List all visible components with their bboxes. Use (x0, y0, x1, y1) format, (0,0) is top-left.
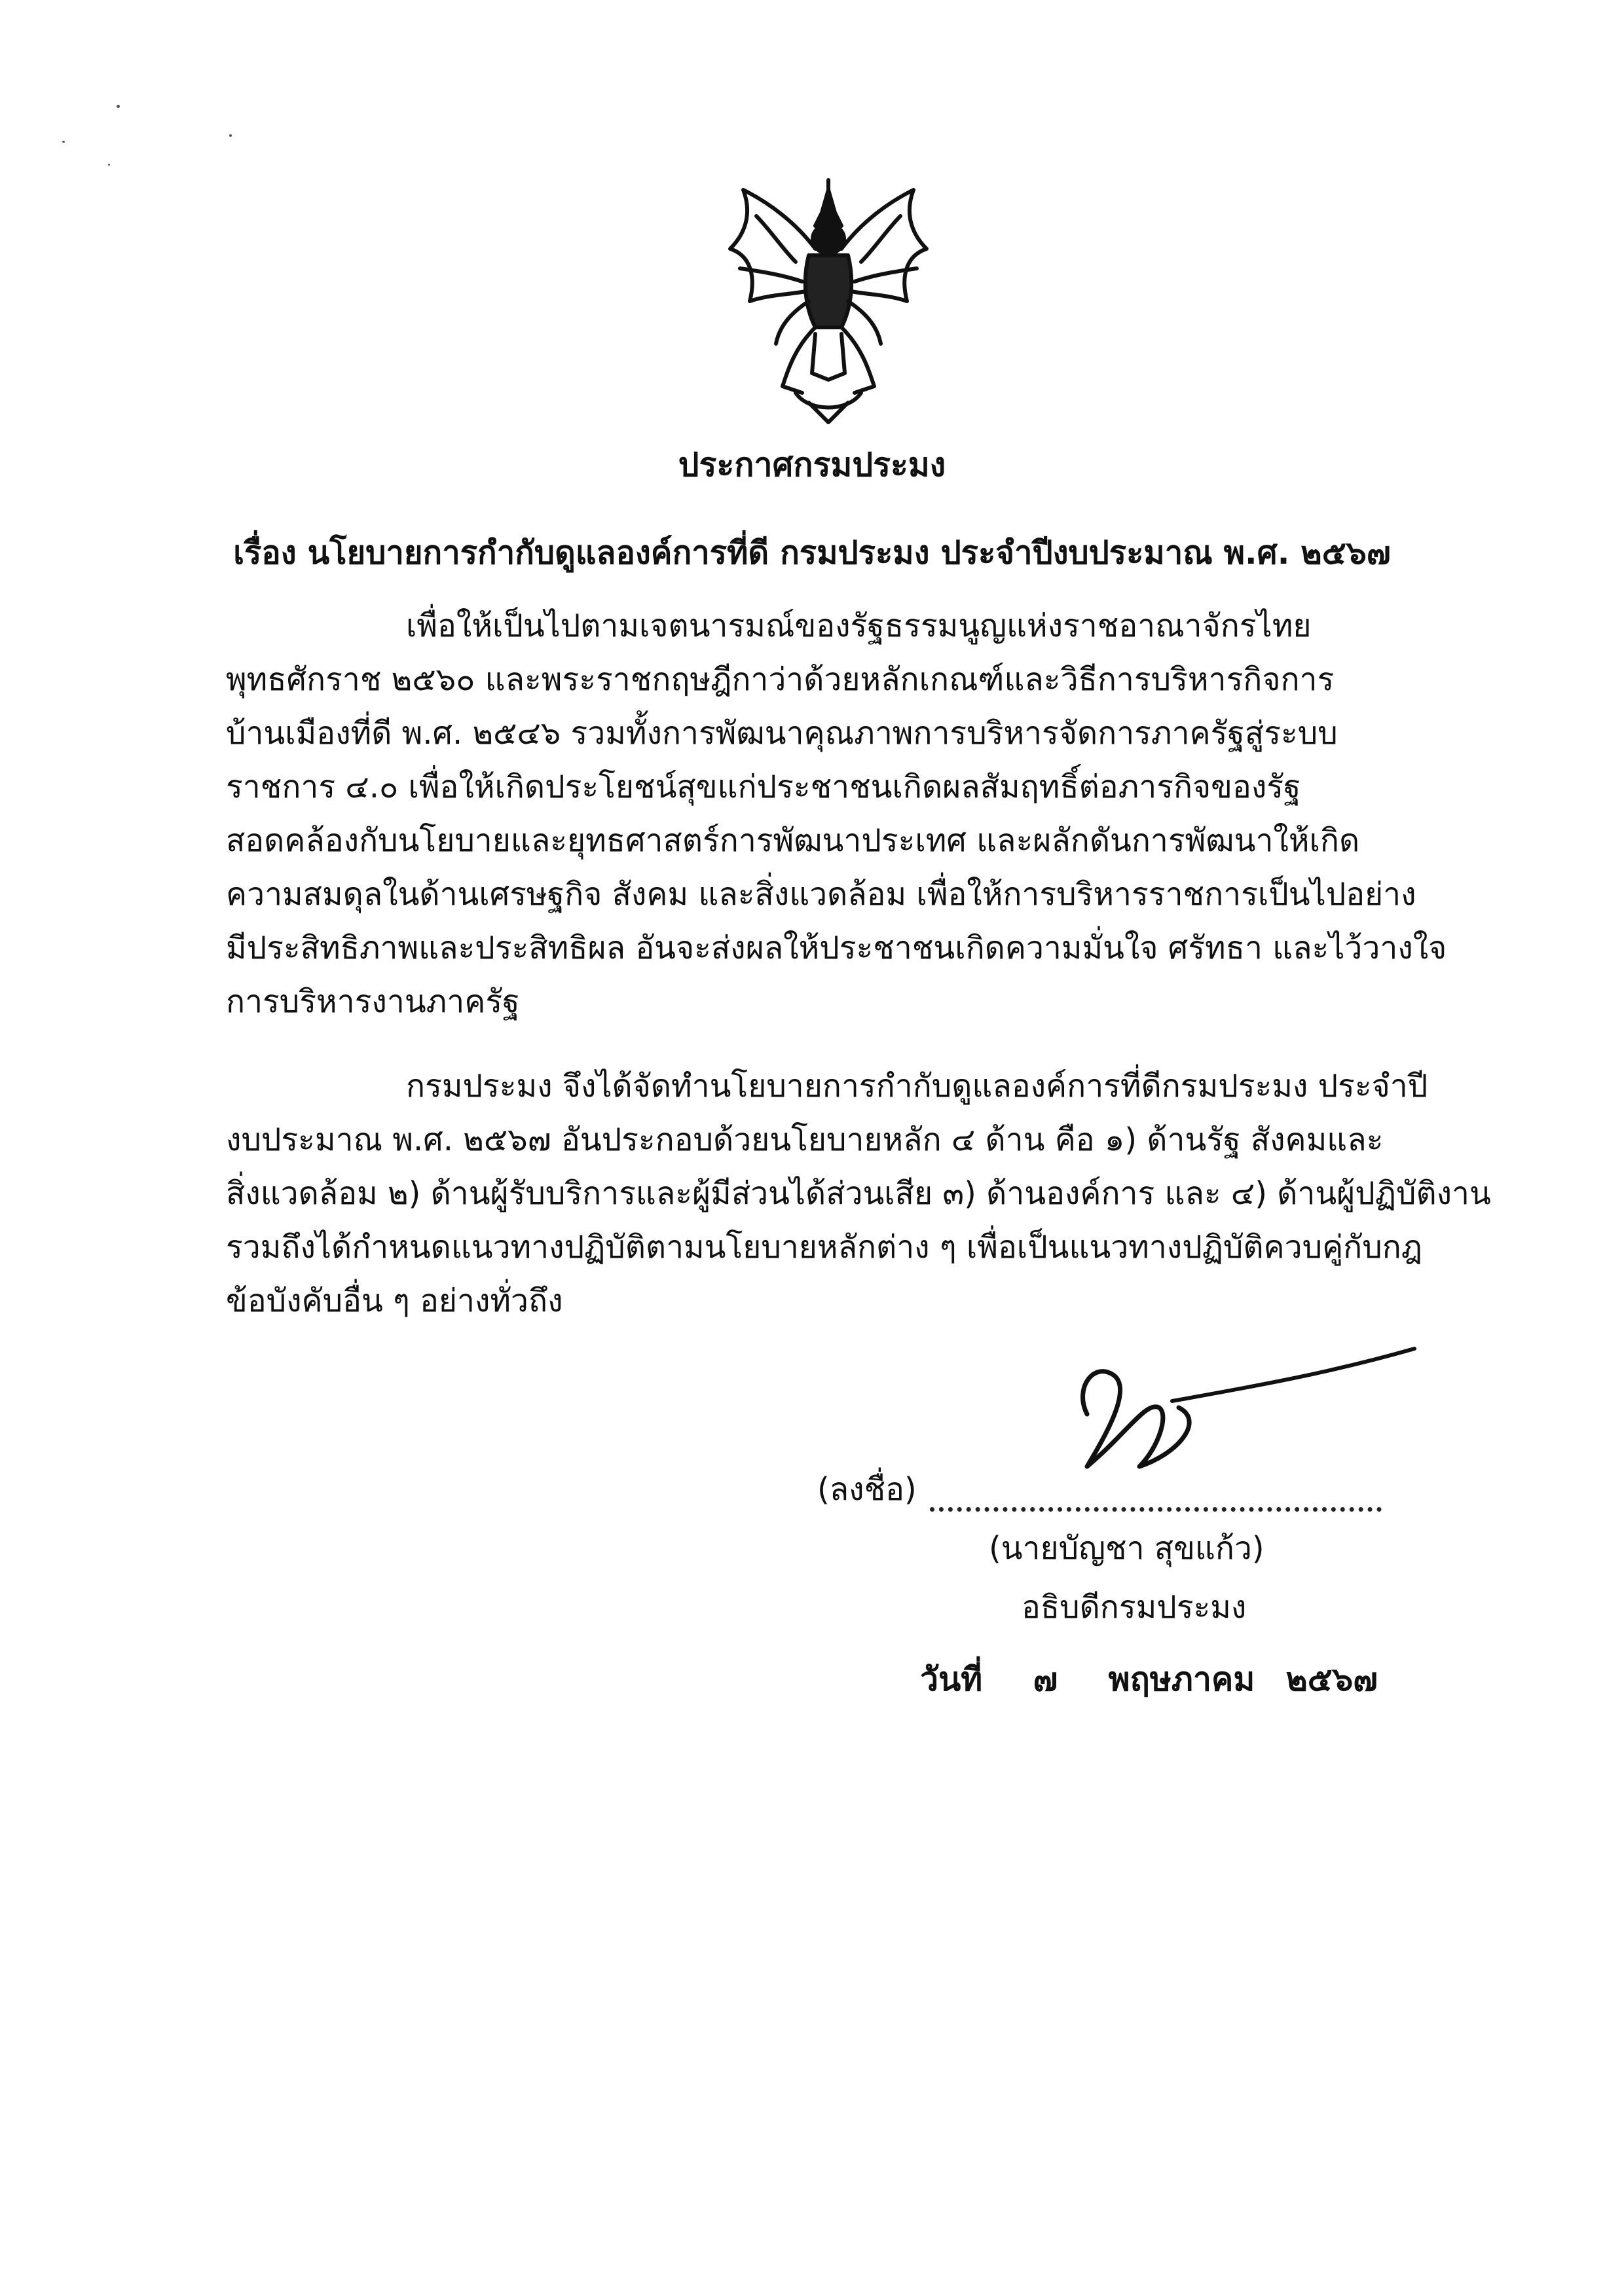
paragraph-line: สอดคล้องกับนโยบายและยุทธศาสตร์การพัฒนาประเทศ และผลักดันการพัฒนาให้เกิด (226, 822, 1360, 859)
body-paragraph-1 (226, 599, 1447, 1029)
paragraph-line: งบประมาณ พ.ศ. ๒๕๖๗ อันประกอบด้วยนโยบายหลัก ๔ ด้าน คือ ๑) ด้านรัฐ สังคมและ (226, 1121, 1384, 1158)
paragraph-line: รวมถึงได้กำหนดแนวทางปฏิบัติตามนโยบายหลักต่าง ๆ เพื่อเป็นแนวทางปฏิบัติควบคู่กับกฎ (226, 1229, 1422, 1266)
paragraph-line: มีประสิทธิภาพและประสิทธิผล อันจะส่งผลให้ประชาชนเกิดความมั่นใจ ศรัทธา และไว้วางใจ (226, 930, 1447, 966)
paragraph-line: สิ่งแวดล้อม ๒) ด้านผู้รับบริการและผู้มีส่วนได้ส่วนเสีย ๓) ด้านองค์การ และ ๔) ด้านผู้ปฏิบัติงาน (226, 1175, 1491, 1212)
paragraph-line: ข้อบังคับอื่น ๆ อย่างทั่วถึง (226, 1283, 563, 1319)
garuda-emblem-icon (717, 177, 940, 426)
date-day: ๗ (1033, 1660, 1058, 1698)
scan-speck (108, 164, 110, 166)
scan-speck (62, 141, 65, 143)
date-year: ๒๕๖๗ (1285, 1660, 1378, 1698)
handwritten-signature-icon (1048, 1336, 1441, 1506)
signer-name: (นายบัญชา สุขแก้ว) (989, 1530, 1264, 1567)
paragraph-line: ความสมดุลในด้านเศรษฐกิจ สังคม และสิ่งแวดล้อม เพื่อให้การบริหารราชการเป็นไปอย่าง (226, 876, 1416, 913)
paragraph-line: พุทธศักราช ๒๕๖๐ และพระราชกฤษฎีกาว่าด้วยหลักเกณฑ์และวิธีการบริหารกิจการ (226, 661, 1335, 698)
document-date (920, 1656, 1378, 1702)
paragraph-line: บ้านเมืองที่ดี พ.ศ. ๒๕๔๖ รวมทั้งการพัฒนาคุณภาพการบริหารจัดการภาครัฐสู่ระบบ (226, 715, 1338, 752)
document-title: ประกาศกรมประมง (678, 446, 946, 484)
paragraph-line: เพื่อให้เป็นไปตามเจตนารมณ์ของรัฐธรรมนูญแห่งราชอาณาจักรไทย (406, 608, 1312, 644)
paragraph-line: การบริหารงานภาครัฐ (226, 983, 520, 1020)
signature-label: (ลงชื่อ) (817, 1471, 917, 1508)
body-paragraph-2 (226, 1059, 1491, 1328)
date-month: พฤษภาคม (1108, 1660, 1255, 1698)
paragraph-line: ราชการ ๔.๐ เพื่อให้เกิดประโยชน์สุขแก่ประชาชนเกิดผลสัมฤทธิ์ต่อภารกิจของรัฐ (226, 769, 1301, 805)
paragraph-line: กรมประมง จึงได้จัดทำนโยบายการกำกับดูแลองค์การที่ดีกรมประมง ประจำปี (406, 1068, 1428, 1104)
date-label: วันที่ (920, 1660, 983, 1698)
scan-speck (229, 134, 232, 137)
document-subject: เรื่อง นโยบายการกำกับดูแลองค์การที่ดี กรมประมง ประจำปีงบประมาณ พ.ศ. ๒๕๖๗ (233, 534, 1391, 572)
scan-speck (117, 105, 120, 108)
signer-position: อธิบดีกรมประมง (1022, 1589, 1247, 1626)
